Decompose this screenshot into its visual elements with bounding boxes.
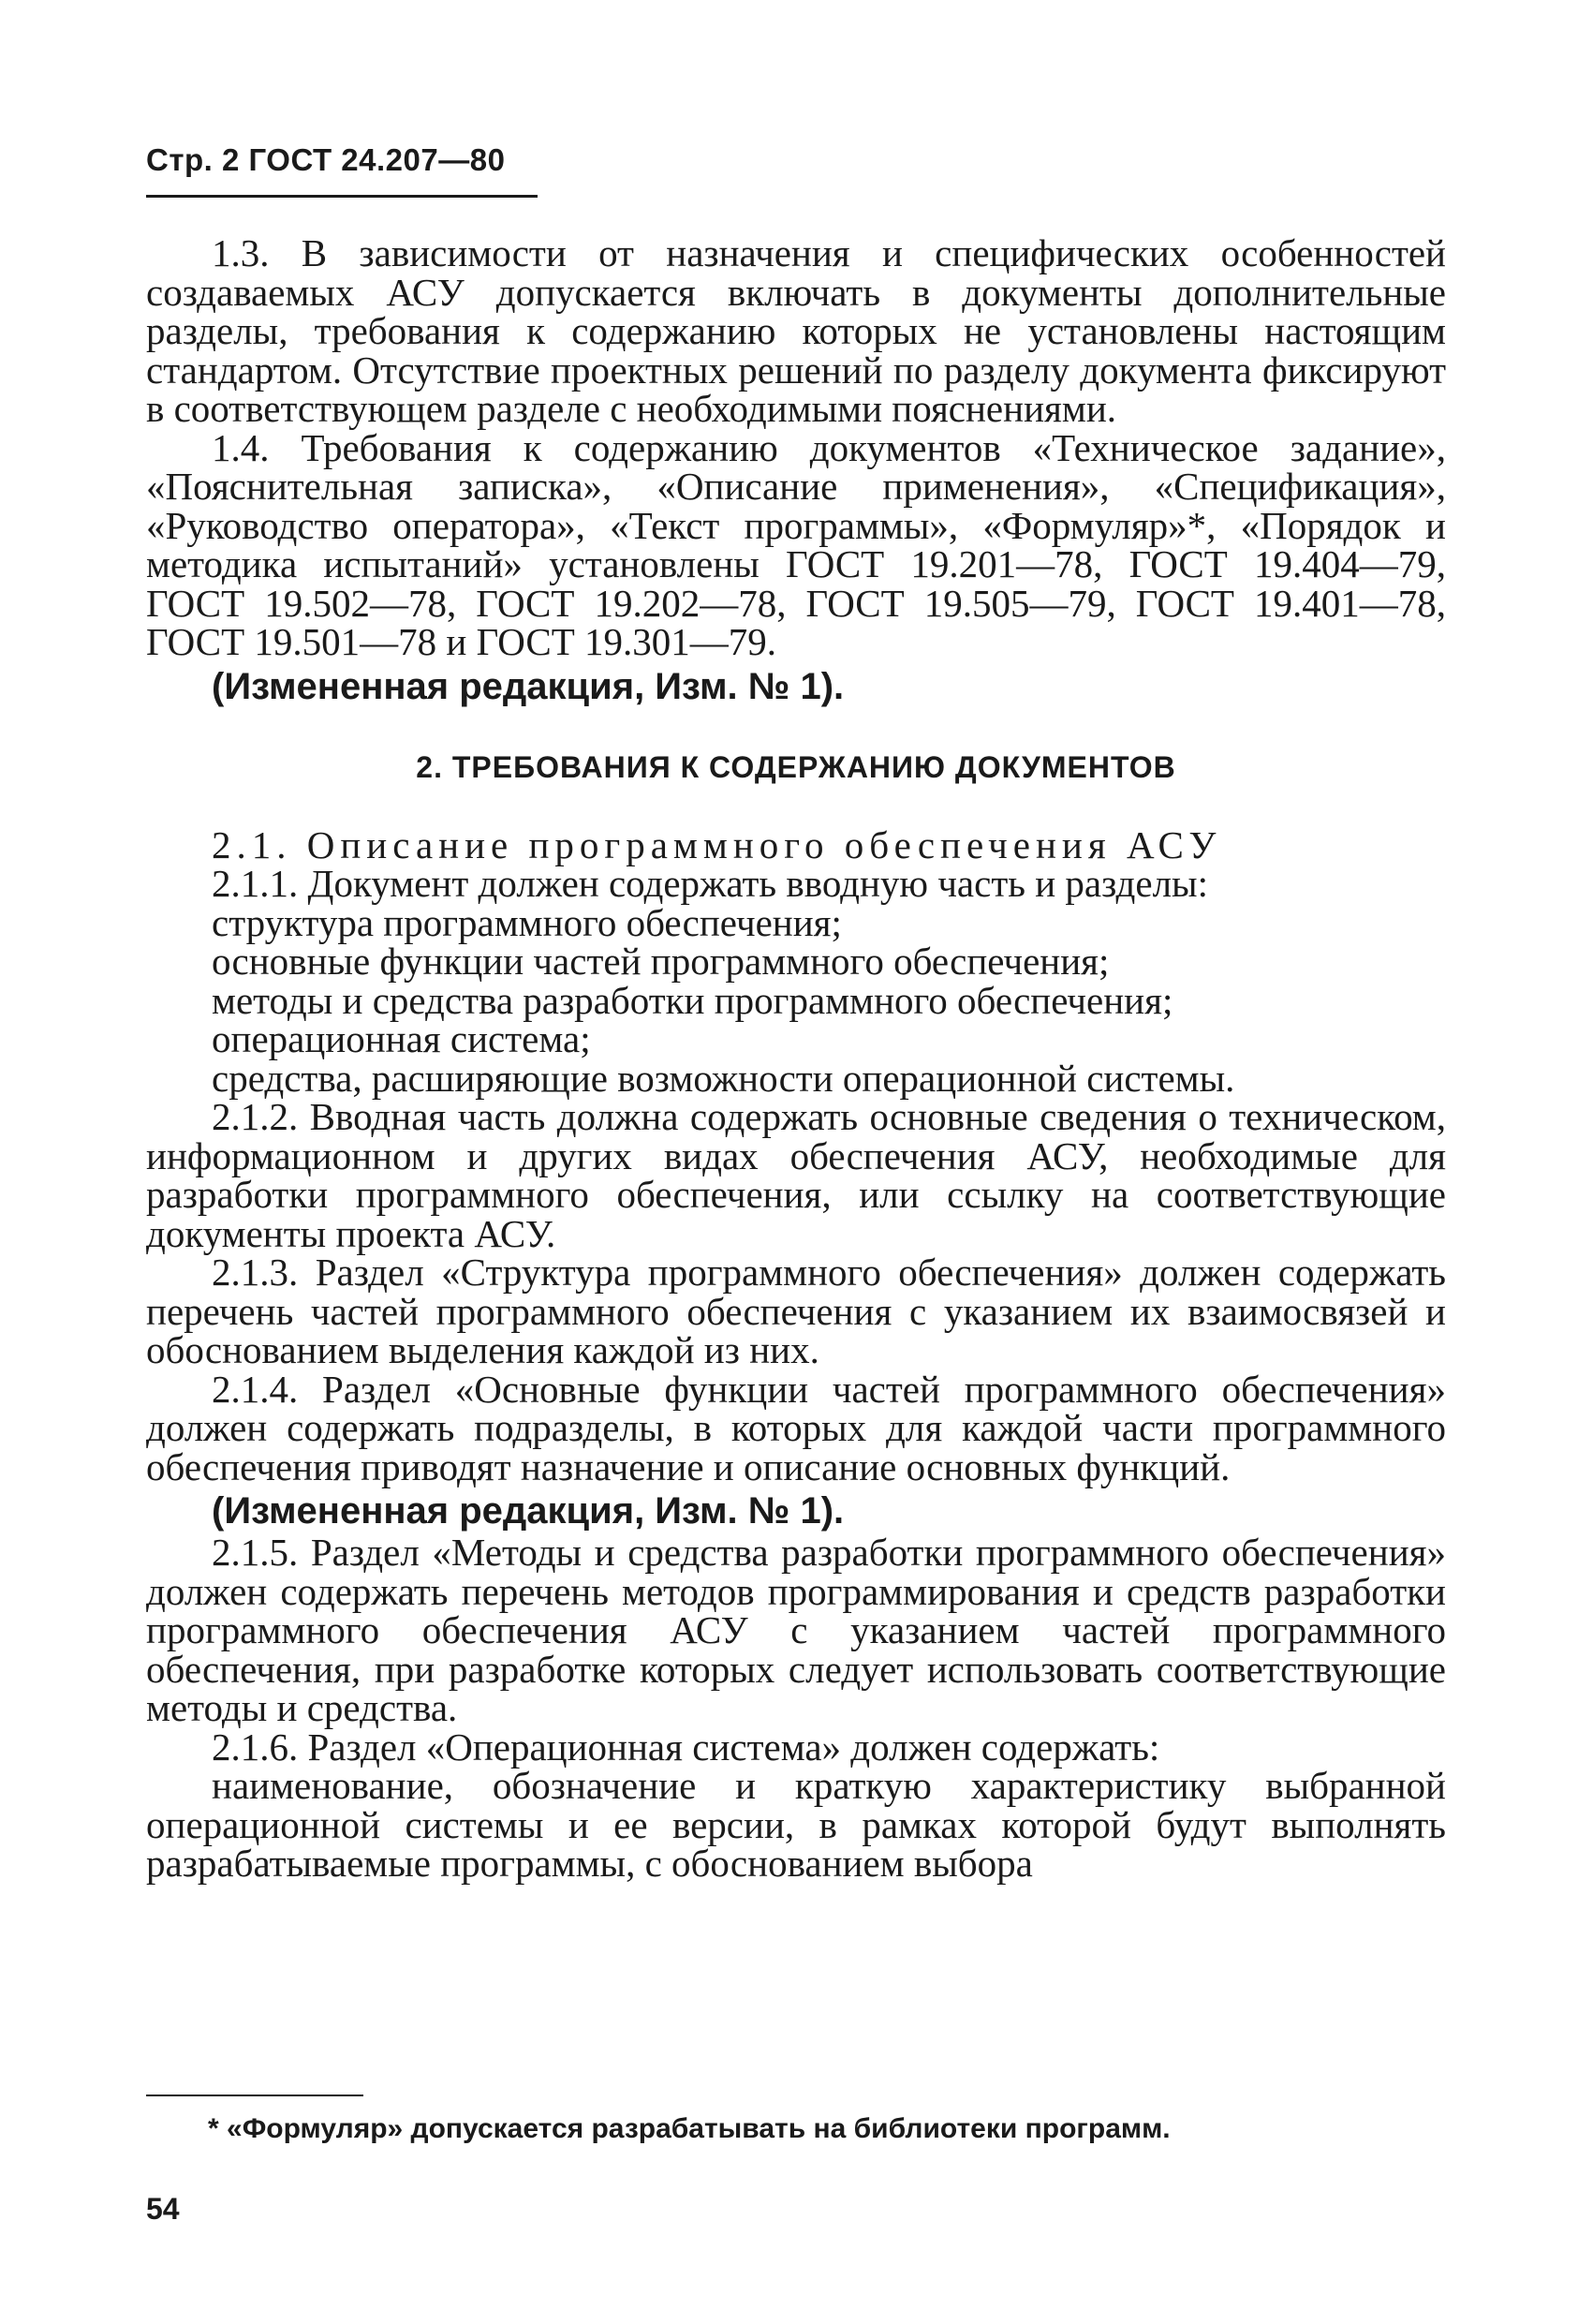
list-item: основные функции частей программного обеспечения; <box>212 940 1110 983</box>
paragraph-1-3: 1.3. В зависимости от назначения и специфических особенностей создаваемых АСУ допускается включать в документы дополнительные разделы, требования к содержанию которых не установлены настоящим стандартом. Отсутствие проектных решений по разделу документа фиксируют в соответствующем разделе с необходимыми пояснениями. <box>146 231 1446 430</box>
header-rule <box>146 195 538 198</box>
footnote: * «Формуляр» допускается разрабатывать на библиотеки программ. <box>208 2113 1171 2144</box>
page-number: 54 <box>146 2192 180 2226</box>
paragraph-2-1-5: 2.1.5. Раздел «Методы и средства разработки программного обеспечения» должен содержать перечень методов программирования и средств разработки программного обеспечения АСУ с указанием частей программного обеспечения, при разработке которых следует использовать соответствующие методы и средства. <box>146 1531 1446 1729</box>
list-item: средства, расширяющие возможности операционной системы. <box>212 1056 1235 1100</box>
footnote-rule <box>146 2095 363 2096</box>
list-item: структура программного обеспечения; <box>212 900 842 944</box>
paragraph-2-1-6: 2.1.6. Раздел «Операционная система» должен содержать: <box>212 1724 1160 1769</box>
paragraph-2-1-3: 2.1.3. Раздел «Структура программного обеспечения» должен содержать перечень частей программного обеспечения с указанием их взаимосвязей и обоснованием выделения каждой из них. <box>146 1251 1446 1371</box>
section-2-title: 2. ТРЕБОВАНИЯ К СОДЕРЖАНИЮ ДОКУМЕНТОВ <box>416 749 1176 784</box>
paragraph-2-1-1: 2.1.1. Документ должен содержать вводную часть и разделы: <box>212 862 1208 905</box>
document-body <box>146 231 1446 1885</box>
page-header: Стр. 2 ГОСТ 24.207—80 <box>146 142 506 177</box>
subsection-2-1-title: 2.1. Описание программного обеспечения АСУ <box>212 822 1222 866</box>
list-item: операционная система; <box>212 1017 591 1060</box>
paragraph-1-4: 1.4. Требования к содержанию документов «Техническое задание», «Пояснительная записка», «Описание применения», «Спецификация», «Руководство оператора», «Текст программы», «Формуляр»*, «Порядок и методика испытаний» установлены ГОСТ 19.201—78, ГОСТ 19.404—79, ГОСТ 19.502—78, ГОСТ 19.202—78, ГОСТ 19.505—79, ГОСТ 19.401—78, ГОСТ 19.501—78 и ГОСТ 19.301—79. <box>146 425 1446 663</box>
paragraph-2-1-4: 2.1.4. Раздел «Основные функции частей программного обеспечения» должен содержать подразделы, в которых для каждой части программного обеспечения приводят назначение и описание основных функций. <box>146 1367 1446 1488</box>
paragraph-2-1-2: 2.1.2. Вводная часть должна содержать основные сведения о техническом, информационном и других видах обеспечения АСУ, необходимые для разработки программного обеспечения, или ссылку на соответствующие документы проекта АСУ. <box>146 1095 1446 1255</box>
revision-note: (Измененная редакция, Изм. № 1). <box>212 665 845 707</box>
revision-note: (Измененная редакция, Изм. № 1). <box>212 1490 845 1532</box>
paragraph-2-1-6-continuation: наименование, обозначение и краткую характеристику выбранной операционной системы и ее версии, в рамках которой будут выполнять разрабатываемые программы, с обоснованием выбора <box>146 1764 1446 1885</box>
list-item: методы и средства разработки программного обеспечения; <box>212 978 1173 1022</box>
